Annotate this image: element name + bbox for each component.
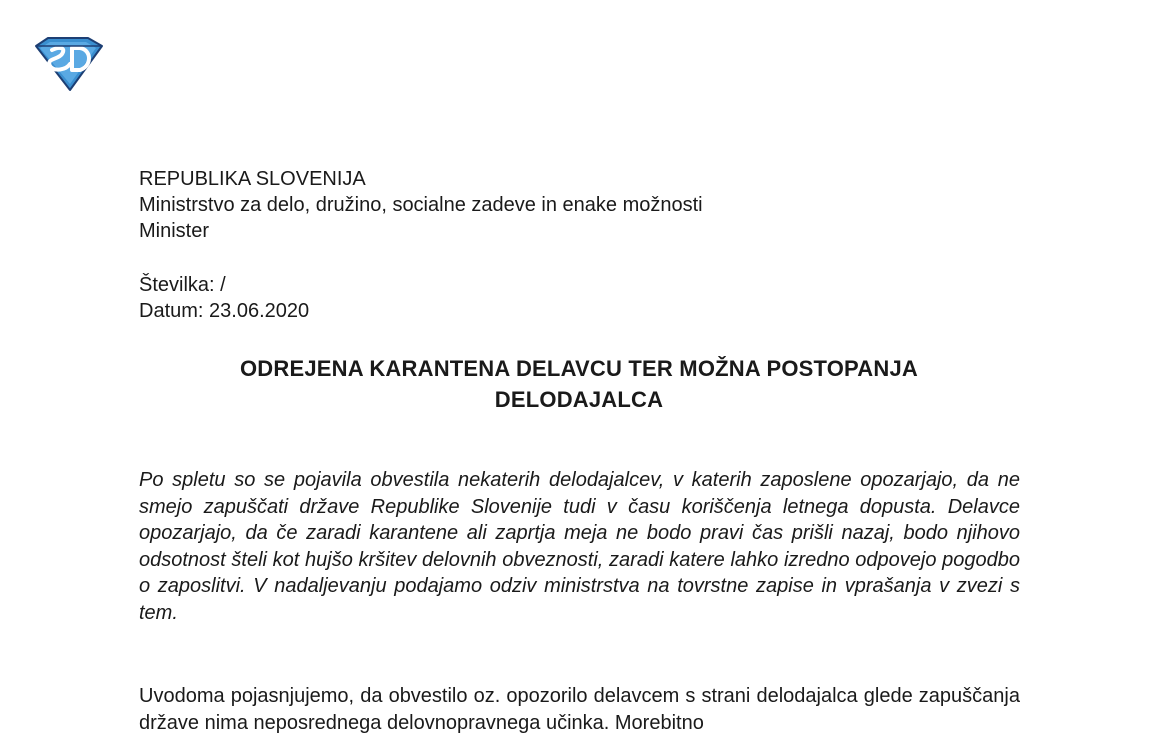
document-title-line-2: DELODAJALCA — [494, 387, 664, 412]
republic-name: REPUBLIKA SLOVENIJA — [139, 168, 366, 190]
intro-paragraph: Po spletu so se pojavila obvestila nekaterih delodajalcev, v katerih zaposlene opozarjajo, da ne smejo zapuščati države Republike Slovenije tudi v času koriščenja letnega dopusta. Delavce opozarjajo, da če zaradi karantene ali zaprtja meja ne bodo pravi čas prišli nazaj, bodo njihovo odsotnost šteli kot hujšo kršitev delovnih obveznosti, zaradi katere lahko izredno odpovejo pogodbo o zaposlitvi. V nadaljevanju podajamo odziv ministrstva na tovrstne zapise in vprašanja v zvezi s tem. — [139, 469, 1020, 624]
document-title-line-1: ODREJENA KARANTENA DELAVCU TER MOŽNA POSTOPANJA — [240, 356, 918, 381]
document-number: Številka: / — [139, 274, 226, 296]
coat-of-arms-shield-icon — [32, 36, 106, 92]
document-title — [139, 353, 1019, 415]
office-name: Minister — [139, 220, 210, 242]
body-paragraph: Uvodoma pojasnjujemo, da obvestilo oz. opozorilo delavcem s strani delodajalca glede zapuščanja države nima neposrednega delovnopravnega učinka. Morebitno — [139, 685, 1020, 734]
document-date: Datum: 23.06.2020 — [139, 300, 310, 322]
ministry-header — [139, 166, 703, 244]
document-reference — [139, 272, 309, 324]
slovenia-coat-of-arms-logo — [32, 36, 106, 92]
ministry-name: Ministrstvo za delo, družino, socialne zadeve in enake možnosti — [139, 194, 703, 216]
